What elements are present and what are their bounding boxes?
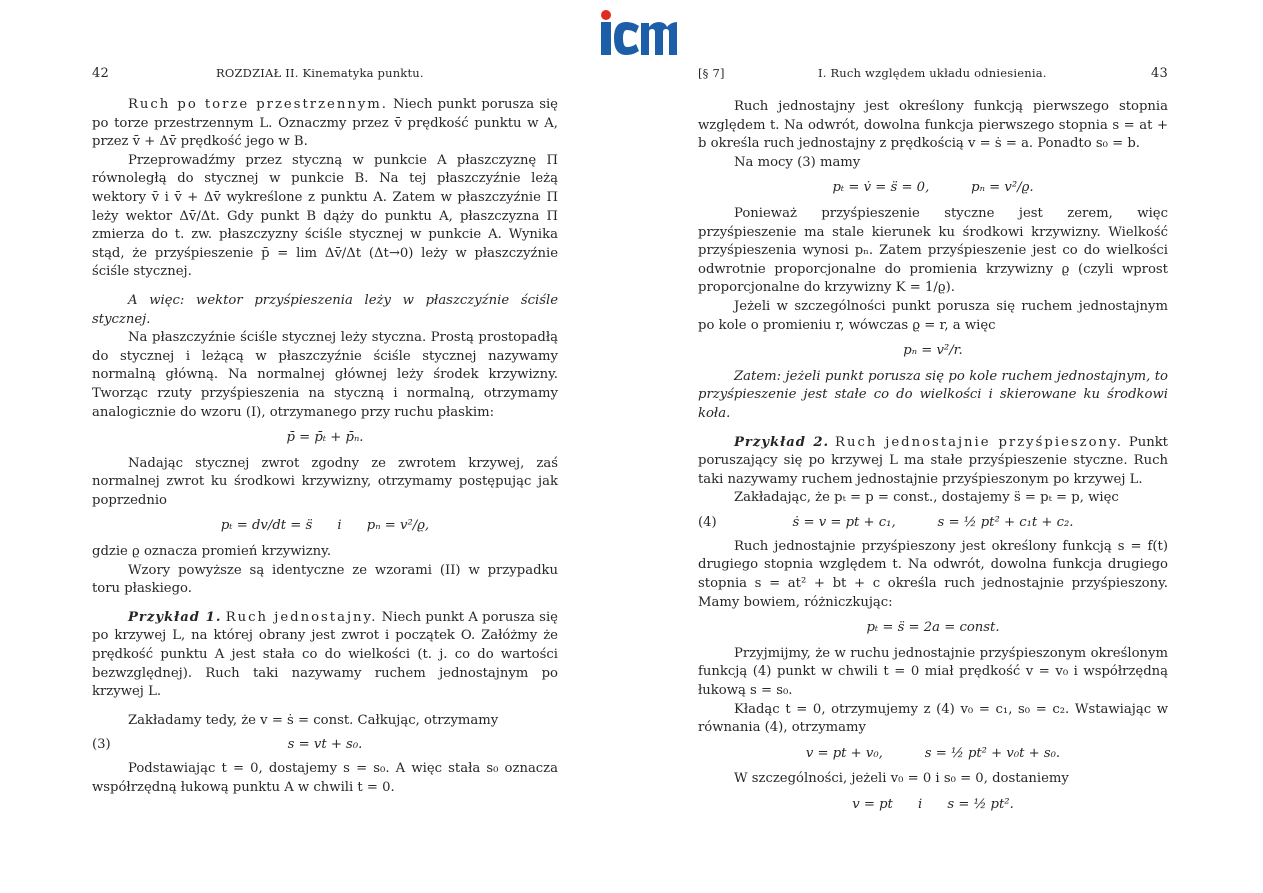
left-paragraph: Nadając stycznej zwrot zgodny ze zwrotem krzywej, zaś normalnej zwrot ku środkowi krzywizny, otrzymamy postępując jak poprzednio <box>92 455 558 508</box>
example-label: Przykład 2. <box>734 434 830 450</box>
right-paragraph: Na mocy (3) mamy <box>734 154 861 170</box>
conclusion-paragraph: Zatem: jeżeli punkt porusza się po kole ruchem jednostajnym, to przyśpieszenie jest stałe co do wielkości i skierowane ku środkowi koła. <box>698 368 1168 421</box>
equation: p̄ = p̄ₜ + p̄ₙ. <box>286 430 364 446</box>
numbered-equation <box>698 512 1168 534</box>
icm-logo <box>599 8 677 58</box>
left-chapter-title: ROZDZIAŁ II. Kinematyka punktu. <box>216 66 424 80</box>
left-paragraph: Na płaszczyźnie ściśle stycznej leży styczna. Prostą prostopadłą do stycznej i leżącą w płaszczyźnie ściśle stycznej nazywamy normalną główną. Na normalnej głównej leży środek krzywizny. Tworząc rzuty przyśpieszenia na styczną i normalną, otrzymamy analogicznie do wzoru (I), otrzymanego przy ruchu płaskim: <box>92 330 558 420</box>
left-paragraph: Przeprowadźmy przez styczną w punkcie A płaszczyznę Π równoległą do stycznej w punkcie B. Na tej płaszczyźnie leżą wektory v̄ i v̄ + Δv̄ wykreślone z punktu A. Zatem w płaszczyźnie Π leży wektor Δv̄/Δt. Gdy punkt B dąży do punktu A, płaszczyzna Π zmierza do t. zw. płaszczyzny ściśle stycznej w punkcie A. Wynika stąd, że przyśpieszenie p̄ = lim Δv̄/Δt (Δt→0) leży w płaszczyźnie ściśle stycznej. <box>92 152 558 280</box>
logo-letter-i <box>601 22 611 55</box>
right-paragraph: Zakładając, że pₜ = p = const., dostajemy s̈ = pₜ = p, więc <box>734 490 1119 506</box>
paragraph-text: Punkt poruszający się po krzywej L ma stałe przyśpieszenie styczne. Ruch taki nazywamy ruchem jednostajnie przyśpieszonym po krzywej L. <box>698 434 1168 487</box>
left-paragraph: gdzie ϱ oznacza promień krzywizny. <box>92 544 332 560</box>
left-paragraph: Wzory powyższe są identyczne ze wzorami (II) w przypadku toru płaskiego. <box>92 562 558 597</box>
equation-number: (4) <box>698 514 717 530</box>
left-paragraph: Zakładamy tedy, że v = ṡ = const. Całkując, otrzymamy <box>128 712 499 728</box>
left-paragraph: Podstawiając t = 0, dostajemy s = s₀. A więc stała s₀ oznacza współrzędną łukową punktu A w chwili t = 0. <box>92 761 558 795</box>
equation: pₜ = s̈ = 2a = const. <box>866 620 1000 636</box>
left-page <box>92 62 558 798</box>
paragraph-text: Niech punkt A porusza się po krzywej L, na której obrany jest zwrot i początek O. Załóżmy że prędkość punktu A jest stała co do wielkości (t. j. co do wartości bezwzględnej). Ruch taki nazywamy ruchem jednostajnym po krzywej L. <box>92 609 558 700</box>
right-paragraph: Ruch jednostajnie przyśpieszony jest określony funkcją s = f(t) drugiego stopnia względem t. Na odwrót, dowolna funkcja drugiego stopnia s = at² + bt + c określa ruch jednostajnie przyśpieszony. Mamy bowiem, różniczkując: <box>698 538 1168 610</box>
logo-letter-c <box>614 22 639 55</box>
right-body <box>698 98 1168 815</box>
equation: pₜ = dv/dt = s̈ i pₙ = v²/ϱ, <box>220 518 430 534</box>
right-paragraph: Jeżeli w szczególności punkt porusza się ruchem jednostajnym po kole o promieniu r, wówczas ϱ = r, a więc <box>698 298 1168 333</box>
example-title: Ruch jednostajny. <box>225 609 378 625</box>
right-page-number: 43 <box>1151 66 1168 81</box>
left-body <box>92 96 558 798</box>
example-paragraph <box>92 609 558 702</box>
example-title: Ruch jednostajnie przyśpieszony. <box>835 434 1123 450</box>
left-paragraph <box>92 96 558 152</box>
equation-number: (3) <box>92 737 111 753</box>
right-section-title: I. Ruch względem układu odniesienia. <box>818 66 1047 80</box>
conclusion-paragraph: A więc: wektor przyśpieszenia leży w płaszczyźnie ściśle stycznej. <box>92 292 558 327</box>
right-running-head <box>698 62 1168 84</box>
right-paragraph: Ponieważ przyśpieszenie styczne jest zerem, więc przyśpieszenie ma stale kierunek ku środkowi krzywizny. Wielkość przyśpieszenia wynosi pₙ. Zatem przyśpieszenie jest co do wielkości odwrotnie proporcjonalne do promienia krzywizny ϱ (czyli wprost proporcjonalne do krzywizny K = 1/ϱ). <box>698 205 1168 296</box>
equation-expression: s = vt + s₀. <box>287 737 363 753</box>
equation: pₜ = v̇ = s̈ = 0, pₙ = v²/ϱ. <box>832 180 1034 196</box>
left-page-number: 42 <box>92 66 109 81</box>
equation: v = pt i s = ½ pt². <box>852 797 1014 812</box>
right-paragraph: Kładąc t = 0, otrzymujemy z (4) v₀ = c₁, s₀ = c₂. Wstawiając w równania (4), otrzymamy <box>698 701 1168 736</box>
equation: v = pt + v₀, s = ½ pt² + v₀t + s₀. <box>805 745 1061 761</box>
section-lead: Ruch po torze przestrzennym. <box>128 97 388 112</box>
right-paragraph: W szczególności, jeżeli v₀ = 0 i s₀ = 0, dostaniemy <box>734 771 1069 787</box>
left-running-head <box>92 62 558 84</box>
equation-expression: ṡ = v = pt + c₁, s = ½ pt² + c₁t + c₂. <box>792 514 1074 530</box>
logo-letter-m <box>641 22 677 55</box>
logo-dot <box>601 10 611 20</box>
right-paragraph: Przyjmijmy, że w ruchu jednostajnie przyśpieszonym określonym funkcją (4) punkt w chwili t = 0 miał prędkość v = v₀ i współrzędną łukową s = s₀. <box>698 645 1168 699</box>
right-paragraph: Ruch jednostajny jest określony funkcją pierwszego stopnia względem t. Na odwrót, dowolna funkcja pierwszego stopnia s = at + b określa ruch jednostajny z prędkością v = ṡ = a. Ponadto s₀ = b. <box>698 99 1168 152</box>
example-paragraph <box>698 434 1168 490</box>
right-page <box>698 62 1168 822</box>
numbered-equation <box>92 734 558 756</box>
example-label: Przykład 1. <box>128 609 222 625</box>
paragraph-text: Niech punkt porusza się po torze przestrzennym L. Oznaczmy przez v̄ prędkość punktu w A, przez v̄ + Δv̄ prędkość jego w B. <box>92 97 558 150</box>
equation: pₙ = v²/r. <box>903 343 963 359</box>
right-section-marker: [§ 7] <box>698 66 725 80</box>
